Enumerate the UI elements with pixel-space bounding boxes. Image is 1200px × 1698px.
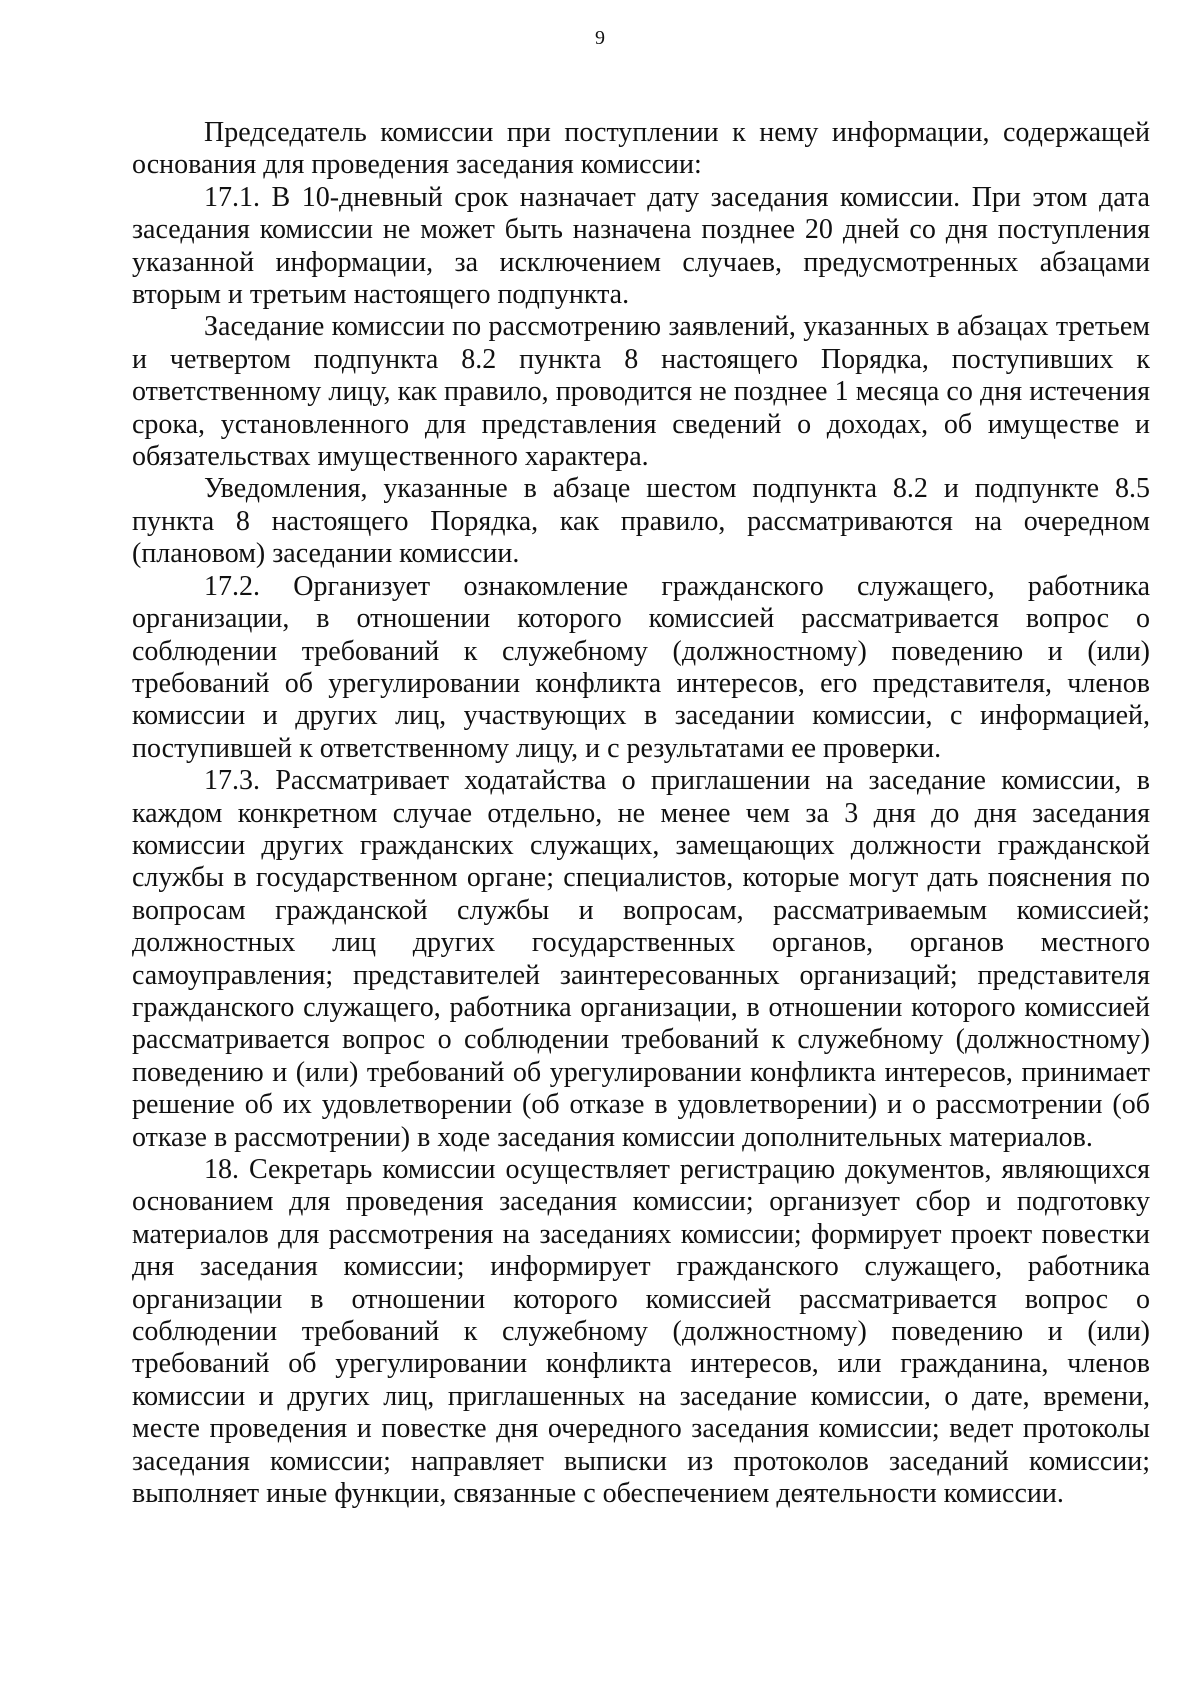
paragraph-17-3: 17.3. Рассматривает ходатайства о приглашении на заседание комиссии, в каждом конкретном случае отдельно, не менее чем за 3 дня до дня заседания комиссии других гражданских служащих, замещающих должности гражданской службы в государственном органе; специалистов, которые могут дать пояснения по вопросам гражданской службы и вопросам, рассматриваемым комиссией; должностных лиц других государственных органов, органов местного самоуправления; представителей заинтересованных организаций; представителя гражданского служащего, работника организации, в отношении которого комиссией рассматривается вопрос о соблюдении требований к служебному (должностному) поведению и (или) требований об урегулировании конфликта интересов, принимает решение об их удовлетворении (об отказе в удовлетворении) и о рассмотрении (об отказе в рассмотрении) в ходе заседания комиссии дополнительных материалов.: [132, 765, 1150, 1153]
paragraph-17-1: 17.1. В 10-дневный срок назначает дату заседания комиссии. При этом дата заседания комиссии не может быть назначена позднее 20 дней со дня поступления указанной информации, за исключением случаев, предусмотренных абзацами вторым и третьим настоящего подпункта.: [132, 181, 1150, 311]
paragraph-18: 18. Секретарь комиссии осуществляет регистрацию документов, являющихся основанием для проведения заседания комиссии; организует сбор и подготовку материалов для рассмотрения на заседаниях комиссии; формирует проект повестки дня заседания комиссии; информирует гражданского служащего, работника организации в отношении которого комиссией рассматривается вопрос о соблюдении требований к служебному (должностному) поведению и (или) требований об урегулировании конфликта интересов, или гражданина, членов комиссии и других лиц, приглашенных на заседание комиссии, о дате, времени, месте проведения и повестке дня очередного заседания комиссии; ведет протоколы заседания комиссии; направляет выписки из протоколов заседаний комиссии; выполняет иные функции, связанные с обеспечением деятельности комиссии.: [132, 1154, 1150, 1510]
page-number: 9: [595, 27, 605, 49]
document-body: [132, 117, 1150, 1510]
paragraph-chairman-intro: Председатель комиссии при поступлении к нему информации, содержащей основания для проведения заседания комиссии:: [132, 117, 1150, 181]
paragraph-notifications: Уведомления, указанные в абзаце шестом подпункта 8.2 и подпункте 8.5 пункта 8 настоящего Порядка, как правило, рассматриваются на очередном (плановом) заседании комиссии.: [132, 473, 1150, 570]
paragraph-meeting-statements: Заседание комиссии по рассмотрению заявлений, указанных в абзацах третьем и четвертом подпункта 8.2 пункта 8 настоящего Порядка, поступивших к ответственному лицу, как правило, проводится не позднее 1 месяца со дня истечения срока, установленного для представления сведений о доходах, об имуществе и обязательствах имущественного характера.: [132, 311, 1150, 473]
paragraph-17-2: 17.2. Организует ознакомление гражданского служащего, работника организации, в отношении которого комиссией рассматривается вопрос о соблюдении требований к служебному (должностному) поведению и (или) требований об урегулировании конфликта интересов, его представителя, членов комиссии и других лиц, участвующих в заседании комиссии, с информацией, поступившей к ответственному лицу, и с результатами ее проверки.: [132, 570, 1150, 764]
